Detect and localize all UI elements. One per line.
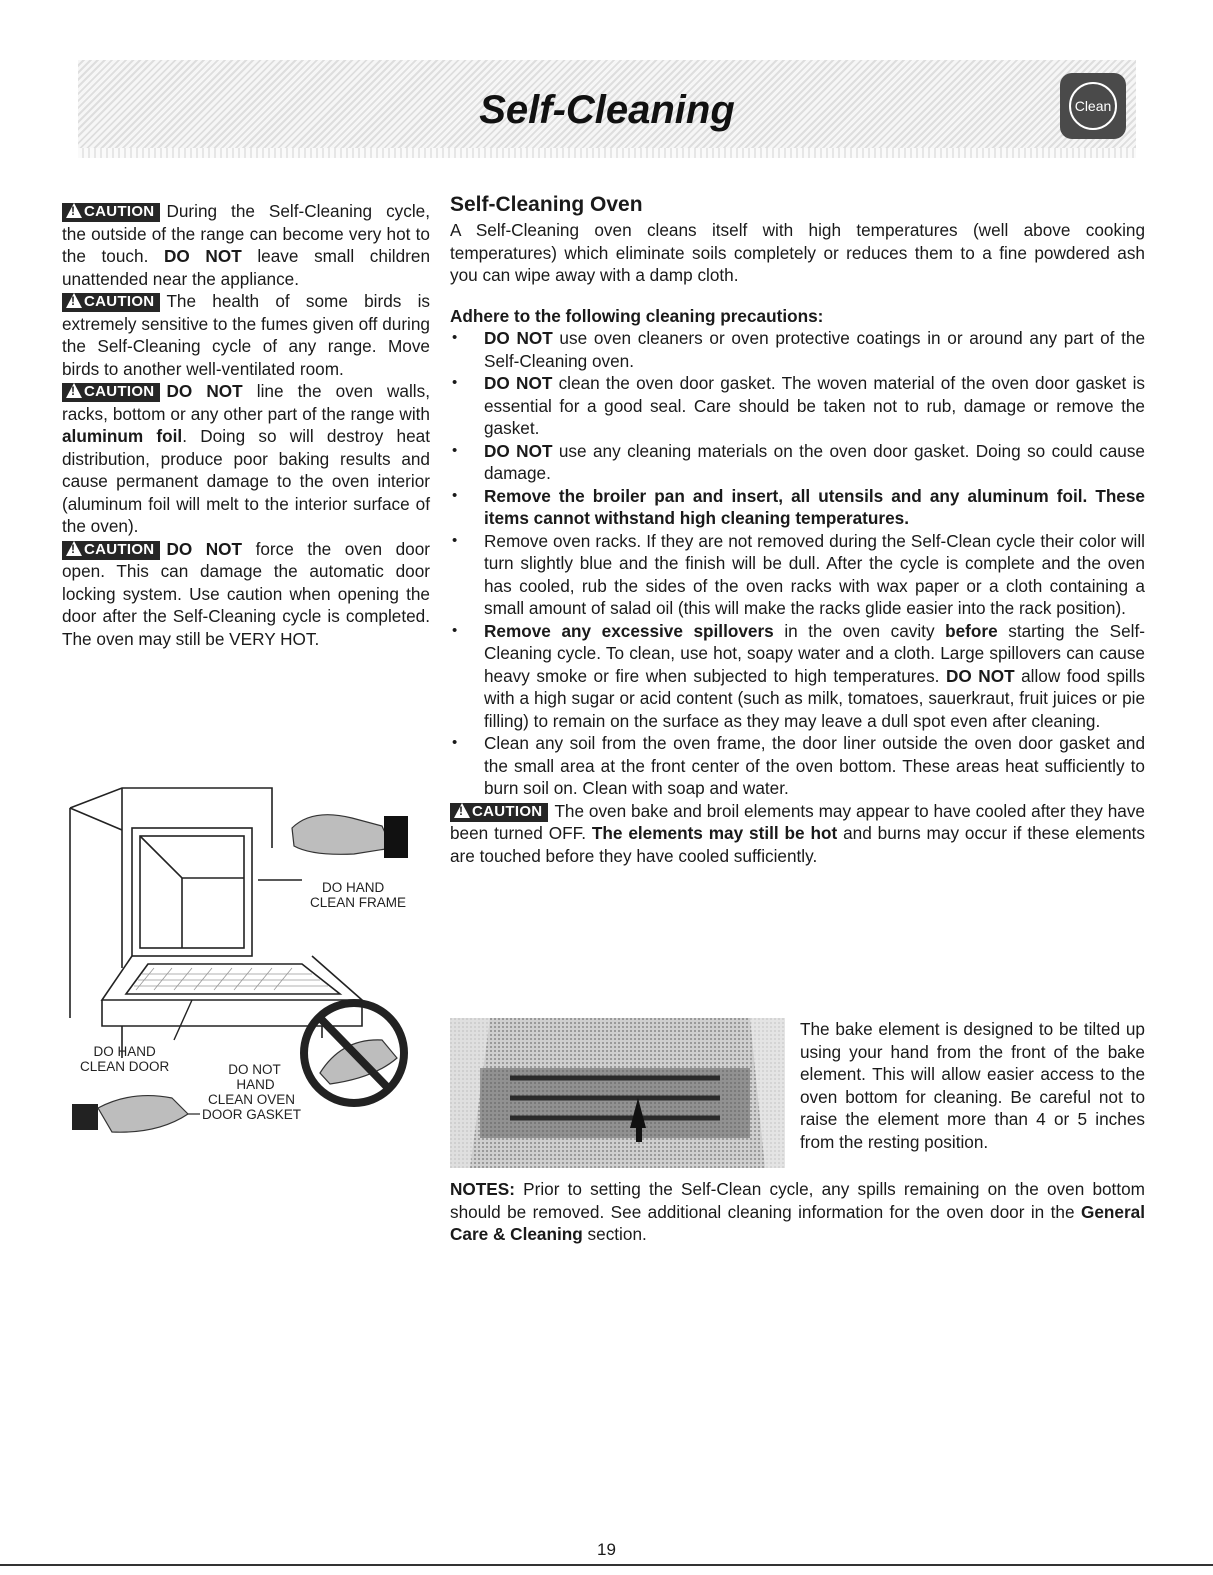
warning-triangle-icon <box>66 541 82 556</box>
warning-triangle-icon <box>66 293 82 308</box>
caution-badge: !CAUTION <box>62 383 160 402</box>
warning-triangle-icon <box>454 803 470 818</box>
list-item: • Remove any excessive spillovers in the oven cavity before starting the Self-Cleaning cycle. To clean, use hot, soapy water and a cloth. Large spillovers can cause heavy smoke or fire when subjected to high temperatures. DO NOT allow food spills with a high sugar or acid content (such as milk, tomatoes, sauerkraut, fruit juices or pie filling) to remain on the surface as they may leave a dull spot even after cleaning. <box>450 620 1145 733</box>
caution-paragraph-3: !CAUTION DO NOT line the oven walls, racks, bottom or any other part of the range with aluminum foil. Doing so will destroy heat distribution, produce poor baking results and cause permanent damage to the oven interior (aluminum foil will melt to the interior surface of the oven). <box>62 380 430 538</box>
notes-paragraph: NOTES: Prior to setting the Self-Clean cycle, any spills remaining on the oven bottom should be removed. See additional cleaning information for the oven door in the General Care & Cleaning section. <box>450 1179 1145 1244</box>
list-item: • Remove the broiler pan and insert, all utensils and any aluminum foil. These items cannot withstand high cleaning temperatures. <box>450 485 1145 530</box>
oven-door-illustration <box>62 768 442 1148</box>
prohibited-icon <box>304 1003 404 1103</box>
warning-triangle-icon <box>66 383 82 398</box>
intro-paragraph: A Self-Cleaning oven cleans itself with high temperatures (well above cooking temperatures) which eliminate soils completely or reduces them to a fine powdered ash you can wipe away with a damp cloth. <box>450 220 1145 285</box>
precautions-heading: Adhere to the following cleaning precautions: <box>450 305 824 326</box>
bake-element-photo <box>450 1018 785 1168</box>
bake-element-text <box>800 1018 1145 1153</box>
caution-paragraph-1: !CAUTION During the Self-Cleaning cycle, the outside of the range can become very hot to the touch. DO NOT leave small children unattended near the appliance. <box>62 200 430 290</box>
caution-badge: !CAUTION <box>450 803 548 822</box>
warning-triangle-icon <box>66 203 82 218</box>
caution-badge: !CAUTION <box>62 203 160 222</box>
label-door: DO HAND CLEAN DOOR <box>80 1044 170 1074</box>
clean-icon <box>1060 73 1126 139</box>
notes-block <box>450 1178 1145 1246</box>
caution-badge: !CAUTION <box>62 541 160 560</box>
list-item: • Remove oven racks. If they are not removed during the Self-Clean cycle their color will turn slightly blue and the finish will be dull. After the cycle is complete and the oven has cooled, rub the sides of the oven racks with wax paper or a cloth containing a small amount of salad oil (this will make the racks glide easier into the rack position). <box>450 530 1145 620</box>
door-hand-cloth-icon <box>72 1096 188 1133</box>
list-item: • DO NOT clean the oven door gasket. The woven material of the oven door gasket is essential for a good seal. Care should be taken not to rub, damage or remove the gasket. <box>450 372 1145 440</box>
header-banner <box>78 60 1136 158</box>
bake-element-paragraph: The bake element is designed to be tilted up using your hand from the front of the bake element. This will allow easier access to the oven bottom for cleaning. Be careful not to raise the element more than 4 or 5 inches from the resting position. <box>800 1019 1145 1152</box>
right-column <box>450 193 1145 867</box>
caution-paragraph-2: !CAUTION The health of some birds is extremely sensitive to the fumes given off during the Self-Cleaning cycle of any range. Move birds to another well-ventilated room. <box>62 290 430 380</box>
left-column <box>62 200 430 650</box>
caution-paragraph-4: !CAUTION DO NOT force the oven door open. This can damage the automatic door locking system. Use caution when opening the door after the Self-Cleaning cycle is completed. The oven may still be VERY HOT. <box>62 538 430 651</box>
page-title: Self-Cleaning <box>479 88 735 132</box>
list-item: • Clean any soil from the oven frame, the door liner outside the oven door gasket and the small area at the front center of the oven bottom. These areas heat sufficiently to burn soil on. Clean with soap and water. <box>450 732 1145 800</box>
footer-rule <box>0 1564 1213 1566</box>
list-item: • DO NOT use any cleaning materials on the oven door gasket. Doing so could cause damage. <box>450 440 1145 485</box>
precautions-list <box>450 327 1145 800</box>
clean-icon-label: Clean <box>1069 82 1117 130</box>
oven-interior-photo <box>450 1018 785 1168</box>
caution-paragraph-5: !CAUTION The oven bake and broil elements may appear to have cooled after they have been turned OFF. The elements may still be hot and burns may occur if these elements are touched before they have cooled sufficiently. <box>450 800 1145 868</box>
bake-element-section <box>450 1018 1145 1168</box>
list-item: • DO NOT use oven cleaners or oven protective coatings in or around any part of the Self-Cleaning oven. <box>450 327 1145 372</box>
page-number: 19 <box>597 1540 616 1559</box>
label-frame: DO HAND CLEAN FRAME <box>310 880 407 910</box>
label-gasket: DO NOT HAND CLEAN OVEN DOOR GASKET <box>202 1062 302 1122</box>
section-heading: Self-Cleaning Oven <box>450 193 643 216</box>
hand-cloth-icon <box>292 815 408 858</box>
caution-badge: !CAUTION <box>62 293 160 312</box>
